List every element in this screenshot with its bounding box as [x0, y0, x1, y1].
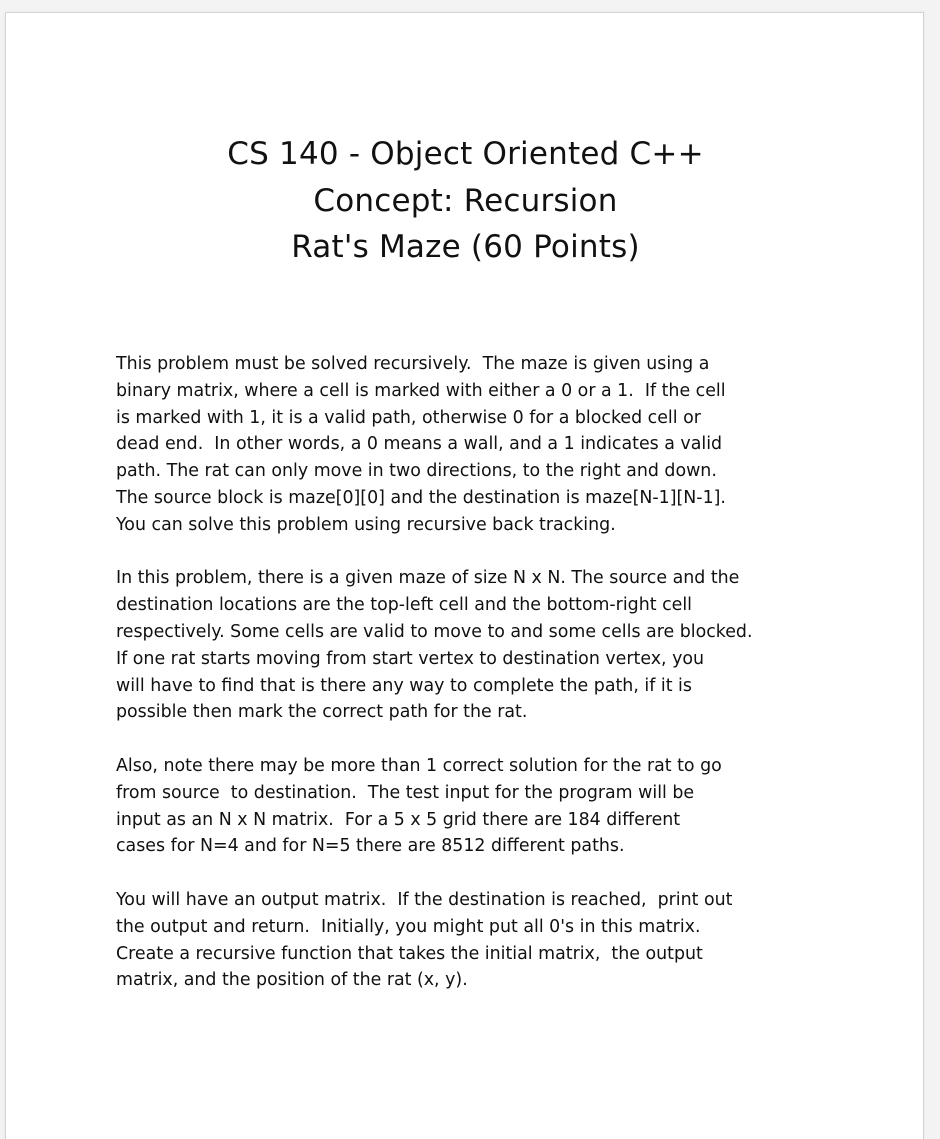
- text-line: matrix, and the position of the rat (x, y).: [116, 970, 468, 991]
- body-text: [116, 351, 836, 1021]
- text-line: dead end. In other words, a 0 means a wall, and a 1 indicates a valid: [116, 434, 723, 455]
- paragraph-problem: [116, 565, 836, 726]
- text-line: If one rat starts moving from start vertex to destination vertex, you: [116, 648, 705, 669]
- text-line: cases for N=4 and for N=5 there are 8512 different paths.: [116, 836, 625, 857]
- text-line: path. The rat can only move in two directions, to the right and down.: [116, 461, 717, 482]
- text-line: This problem must be solved recursively. The maze is given using a: [116, 354, 710, 374]
- text-line: The source block is maze[0][0] and the destination is maze[N-1][N-1].: [116, 487, 726, 508]
- course-title: CS 140 - Object Oriented C++: [227, 136, 704, 172]
- concept-title: Concept: Recursion: [313, 182, 618, 219]
- text-line: will have to find that is there any way to complete the path, if it is: [116, 675, 692, 696]
- text-line: binary matrix, where a cell is marked with either a 0 or a 1. If the cell: [116, 380, 726, 401]
- document-page: [5, 12, 924, 1139]
- paragraph-intro: [116, 351, 836, 539]
- text-line: input as an N x N matrix. For a 5 x 5 grid there are 184 different: [116, 809, 681, 830]
- text-line: respectively. Some cells are valid to move to and some cells are blocked.: [116, 621, 753, 642]
- title-block: [6, 131, 925, 271]
- text-line: Create a recursive function that takes the initial matrix, the output: [116, 943, 703, 964]
- text-line: destination locations are the top-left cell and the bottom-right cell: [116, 595, 692, 616]
- assignment-title: Rat's Maze (60 Points): [291, 229, 640, 265]
- text-line: the output and return. Initially, you might put all 0's in this matrix.: [116, 916, 701, 937]
- text-line: In this problem, there is a given maze of size N x N. The source and the: [116, 568, 740, 589]
- text-line: is marked with 1, it is a valid path, otherwise 0 for a blocked cell or: [116, 407, 701, 428]
- text-line: You can solve this problem using recursive back tracking.: [116, 514, 616, 535]
- text-line: possible then mark the correct path for the rat.: [116, 702, 528, 723]
- text-line: You will have an output matrix. If the destination is reached, print out: [116, 889, 733, 910]
- paragraph-output: [116, 887, 836, 994]
- text-line: Also, note there may be more than 1 correct solution for the rat to go: [116, 755, 722, 776]
- paragraph-solutions: [116, 753, 836, 860]
- text-line: from source to destination. The test input for the program will be: [116, 782, 695, 803]
